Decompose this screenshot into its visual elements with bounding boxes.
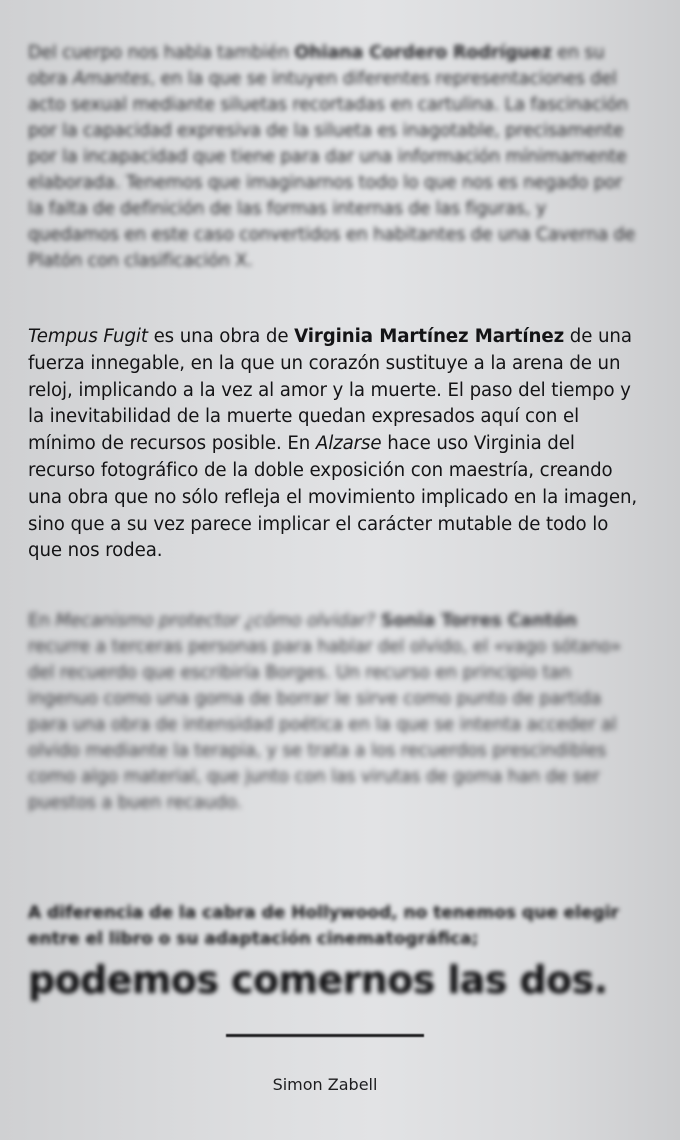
work-title: Amantes [72,69,150,89]
artist-name: Sonia Torres Cantón [380,611,578,631]
paragraph-text: es una obra de [147,326,295,347]
paragraph-text: En [28,611,56,631]
closing-quote-emphasis: podemos comernos las dos. [28,958,608,1002]
paragraph-text: hace uso Virginia del recurso fotográfico de la doble exposición con maestría, creando una obra que no sólo refleja el movimiento implicado en la imagen, sino que a su vez parece implicar el carácter mutable de todo lo que nos rodea. [28,433,638,562]
paragraph-sonia [28,608,640,816]
paragraph-text: Del cuerpo nos habla también [28,43,295,63]
work-title: Alzarse [315,433,382,455]
work-title: Mecanismo protector ¿cómo olvidar? [55,611,376,631]
work-title: Tempus Fugit [28,326,148,347]
paragraph-text: , en la que se intuyen diferentes representaciones del acto sexual mediante siluetas recortadas en cartulina. La fascinación por la capacidad expresiva de la silueta es inagotable, precisamente por la incapacidad que tiene para dar una información mínimamente elaborada. Tenemos que imaginarnos todo lo que nos es negado por la falta de definición de las formas internas de las figuras, y quedamos en este caso convertidos en habitantes de una Caverna de Platón con clasificación X. [28,69,636,271]
paragraph-text: en su obra [28,43,605,89]
paragraph-virginia [28,324,640,565]
paragraph-ohiana [28,40,640,274]
signature-divider [226,1034,424,1037]
paragraph-text: recurre a terceras personas para hablar del olvido, el «vago sótano» del recuerdo que escribiría Borges. Un recurso en principio tan ingenuo como una goma de borrar le sirve como punto de partida para una obra de intensidad poética en la que se intenta acceder al olvido mediante la terapia, y se trata a los recuerdos prescindibles como algo material, que junto con las virutas de goma han de ser puestos a buen recaudo. [28,637,622,813]
author-signature: Simon Zabell [272,1075,378,1094]
artist-name: Virginia Martínez Martínez [294,326,565,347]
artist-name: Ohiana Cordero Rodríguez [294,43,552,63]
paragraph-text: de una fuerza innegable, en la que un corazón sustituye a la arena de un reloj, implicando a la vez al amor y la muerte. El paso del tiempo y la inevitabilidad de la muerte quedan expresados aquí con el mínimo de recursos posible. En [28,326,632,455]
closing-quote-lead: A diferencia de la cabra de Hollywood, no tenemos que elegir entre el libro o su adaptación cinematográfica; [28,903,619,949]
